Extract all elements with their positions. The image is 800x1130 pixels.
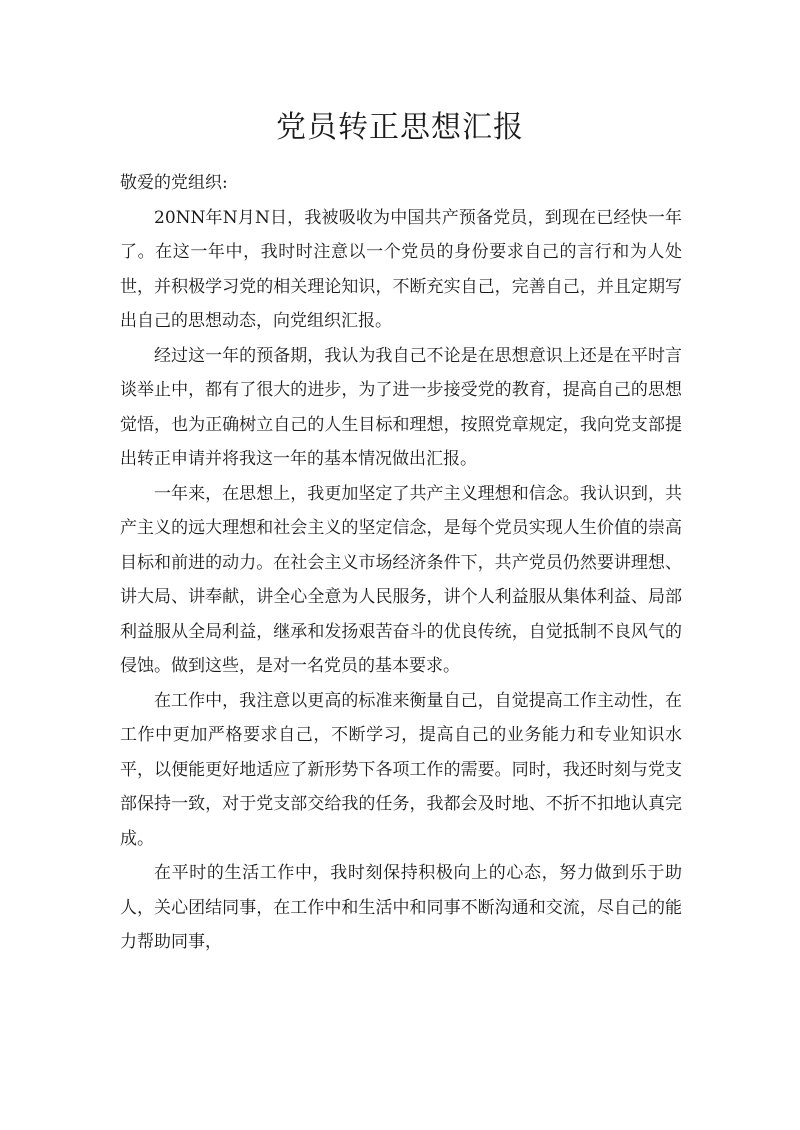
document-body — [120, 166, 682, 960]
paragraph-4: 在工作中，我注意以更高的标准来衡量自己，自觉提高工作主动性，在工作中更加严格要求自己，不断学习，提高自己的业务能力和专业知识水平，以便能更好地适应了新形势下各项工作的需要。同时，我还时刻与党支部保持一致，对于党支部交给我的任务，我都会及时地、不折不扣地认真完成。 — [120, 690, 682, 849]
salutation: 敬爱的党组织: — [120, 173, 228, 193]
paragraph-1: 20NN年N月N日，我被吸收为中国共产预备党员，到现在已经快一年了。在这一年中，我时时注意以一个党员的身份要求自己的言行和为人处世，并积极学习党的相关理论知识，不断充实自己，完善自己，并且定期写出自己的思想动态，向党组织汇报。 — [120, 207, 682, 331]
paragraph-2: 经过这一年的预备期，我认为我自己不论是在思想意识上还是在平时言谈举止中，都有了很大的进步，为了进一步接受党的教育，提高自己的思想觉悟，也为正确树立自己的人生目标和理想，按照党章规定，我向党支部提出转正申请并将我这一年的基本情况做出汇报。 — [120, 345, 682, 469]
paragraph-5: 在平时的生活工作中，我时刻保持积极向上的心态，努力做到乐于助人，关心团结同事，在工作中和生活中和同事不断沟通和交流，尽自己的能力帮助同事， — [120, 863, 682, 952]
document-title: 党员转正思想汇报 — [276, 110, 524, 145]
paragraph-3: 一年来，在思想上，我更加坚定了共产主义理想和信念。我认识到，共产主义的远大理想和社会主义的坚定信念，是每个党员实现人生价值的崇高目标和前进的动力。在社会主义市场经济条件下，共产党员仍然要讲理想、讲大局、讲奉献，讲全心全意为人民服务，讲个人利益服从集体利益、局部利益服从全局利益，继承和发扬艰苦奋斗的优良传统，自觉抵制不良风气的侵蚀。做到这些，是对一名党员的基本要求。 — [120, 483, 682, 676]
